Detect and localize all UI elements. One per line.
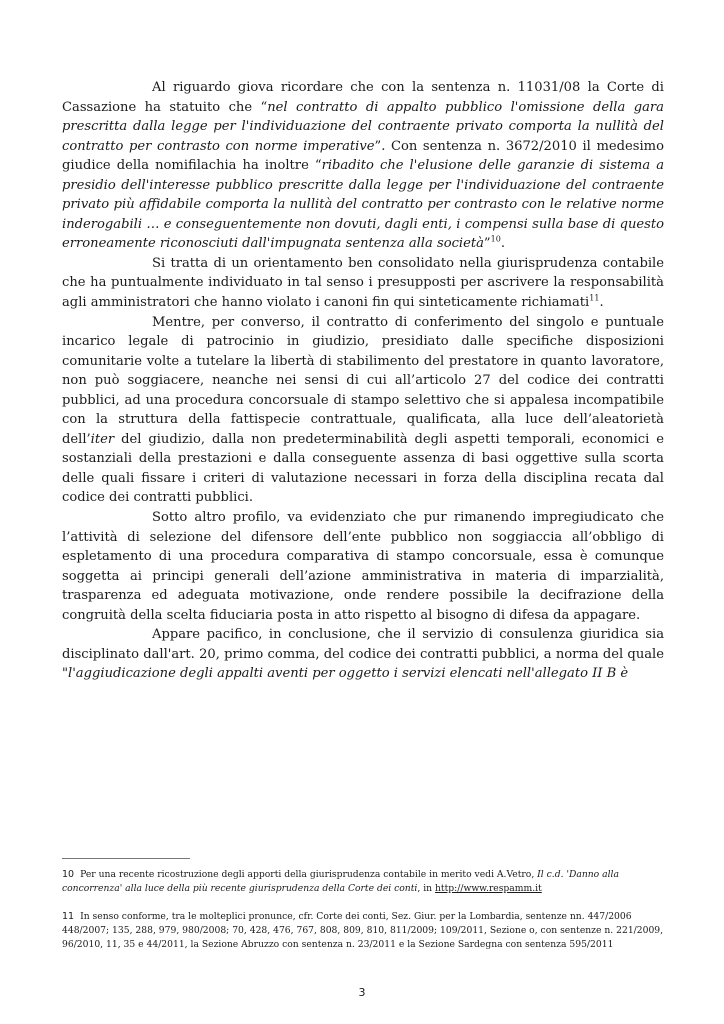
paragraph-2: Si tratta di un orientamento ben consolidato nella giurisprudenza contabile che ha puntualmente individuato in tal senso i presupposti per ascrivere la responsabilità agli amministratori che hanno violato i canoni fin qui sinteticamente richiamati$^{11}$.: [62, 255, 664, 311]
quote-art-20: "l'aggiudicazione degli appalti aventi per oggetto i servizi elencati nell'allegato II B è: [62, 666, 629, 682]
respamm-link[interactable]: http://www.respamm.it: [434, 883, 542, 894]
footnote-number: 11: [62, 911, 75, 922]
footnote-10: 10 Per una recente ricostruzione degli apporti della giurisprudenza contabile in merito vedi A.Vetro, Il c.d. 'Danno alla concorrenza' alla luce della più recente giurisprudenza della Corte dei conti, in http://www.respamm.it: [62, 869, 619, 894]
paragraph-1: Al riguardo giova ricordare che con la sentenza n. 11031/08 la Corte di Cassazione ha statuito che “nel contratto di appalto pubblico l'omissione della gara prescritta dalla legge per l'individuazione del contraente privato comporta la nullità del contratto per contrasto con norme imperative”. Con sentenza n. 3672/2010 il medesimo giudice della nomifilachia ha inoltre “ribadito che l'elusione delle garanzie di sistema a presidio dell'interesse pubblico prescritte dalla legge per l'individuazione del contraente privato più affidabile comporta la nullità del contratto per contrasto con le relative norme inderogabili … e conseguentemente non dovuti, dagli enti, i compensi sulla base di questo erroneamente riconosciuti dall'impugnata sentenza alla società”$^{10}$.: [62, 80, 664, 252]
quote-cassazione-3672: ribadito che l'elusione delle garanzie di sistema a presidio dell'interesse pubblico prescritte dalla legge per l'individuazione del contraente privato più affidabile comporta la nullità del contratto per contrasto con le relative norme inderogabili … e conseguentemente non dovuti, dagli enti, i compensi sulla base di questo erroneamente riconosciuti dall'impugnata sentenza alla società: [62, 158, 664, 252]
paragraph-5: Appare pacifico, in conclusione, che il servizio di consulenza giuridica sia disciplinato dall'art. 20, primo comma, del codice dei contratti pubblici, a norma del quale "l'aggiudicazione degli appalti aventi per oggetto i servizi elencati nell'allegato II B è: [62, 627, 664, 682]
iter-term: iter: [90, 431, 115, 447]
footnote-11: 11 In senso conforme, tra le molteplici pronunce, cfr. Corte dei conti, Sez. Giur. per la Lombardia, sentenze nn. 447/2006 448/2007; 135, 288, 979, 980/2008; 70, 428, 476, 767, 808, 809, 810, 811/2009; 109/2011, Sezione o, con sentenze n. 221/2009, 96/2010, 11, 35 e 44/2011, la Sezione Abruzzo con sentenza n. 23/2011 e la Sezione Sardegna con sentenza 595/2011: [62, 911, 664, 950]
footnote-number: 10: [62, 869, 75, 880]
quote-cassazione-11031: nel contratto di appalto pubblico l'omissione della gara prescritta dalla legge per l'individuazione del contraente privato comporta la nullità del contratto per contrasto con norme imperative: [62, 99, 664, 154]
footnote-ref-11[interactable]: 11: [589, 293, 600, 303]
paragraph-4: Sotto altro profilo, va evidenziato che pur rimanendo impregiudicato che l’attività di selezione del difensore dell’ente pubblico non soggiaccia all’obbligo di espletamento di una procedura comparativa di stampo concorsuale, essa è comunque soggetta ai principi generali dell’azione amministrativa in materia di imparzialità, trasparenza ed adeguata motivazione, onde rendere possibile la decifrazione della congruità della scelta fiduciaria posta in atto rispetto al bisogno di difesa da appagare.: [62, 510, 664, 623]
footnote-ref-10[interactable]: 10: [490, 235, 501, 245]
body-text: [62, 78, 664, 684]
footnote-separator: [62, 858, 190, 859]
page-number: 3: [358, 986, 366, 999]
paragraph-3: Mentre, per converso, il contratto di conferimento del singolo e puntuale incarico legale di patrocinio in giudizio, presidiato dalle specifiche disposizioni comunitarie volte a tutelare la libertà di stabilimento del prestatore in quanto lavoratore, non può soggiacere, neanche nei sensi di cui all’articolo 27 del codice dei contratti pubblici, ad una procedura concorsuale di stampo selettivo che si appalesa incompatibile con la struttura della fattispecie contrattuale, qualificata, alla luce dell’aleatorietà dell’iter del giudizio, dalla non predeterminabilità degli aspetti temporali, economici e sostanziali della prestazioni e dalla conseguente assenza di basi oggettive sulla scorta delle quali fissare i criteri di valutazione necessari in forza della disciplina recata dal codice dei contratti pubblici.: [62, 314, 664, 506]
